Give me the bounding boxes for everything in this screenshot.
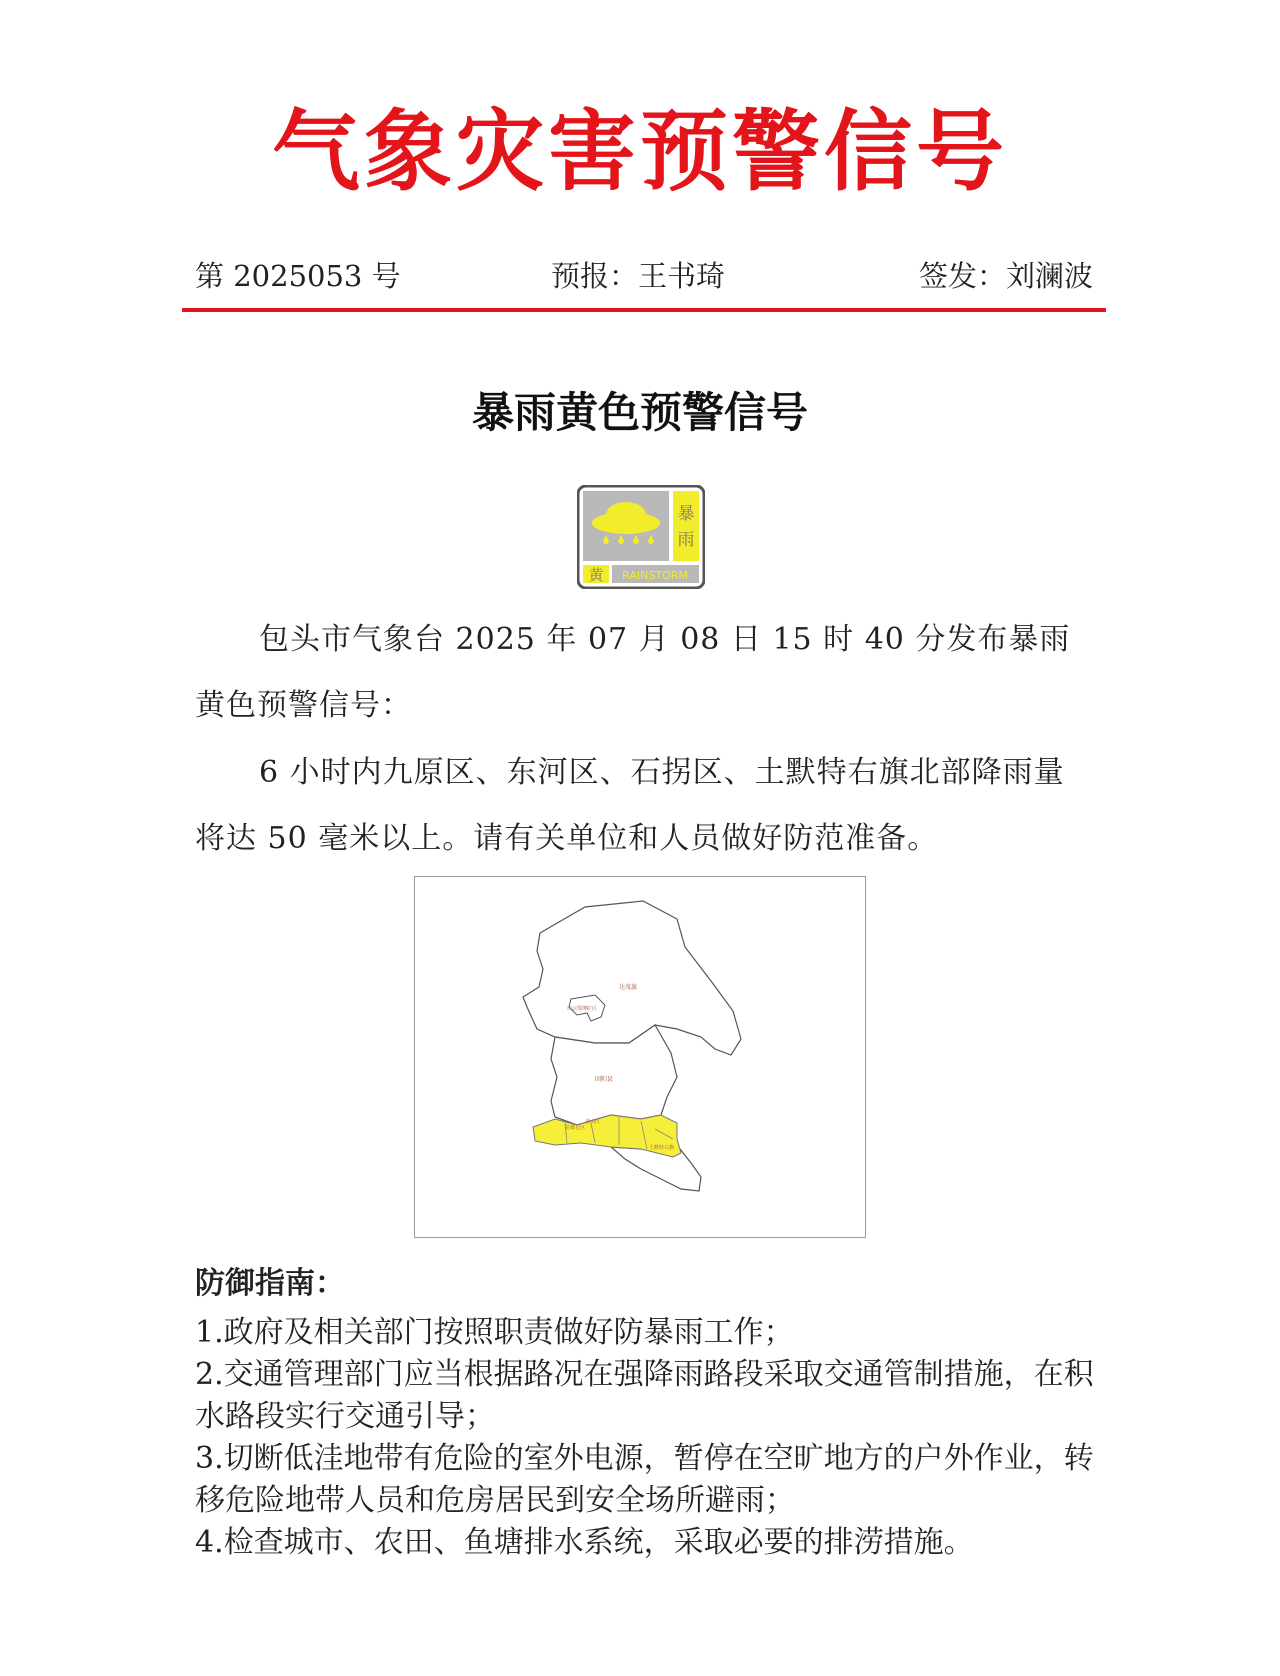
badge-en-text: RAINSTORM xyxy=(622,569,688,582)
map-label-bayan-obo: 白云鄂博矿区 xyxy=(567,1006,598,1012)
map-label-qingshan: 青山区 xyxy=(585,1119,601,1125)
forecaster: 预报：王书琦 xyxy=(551,259,726,293)
document-meta-row xyxy=(195,256,1093,296)
region-darhan xyxy=(523,901,741,1055)
defense-guide-heading: 防御指南： xyxy=(195,1266,345,1301)
guide-item: 3.切断低洼地带有危险的室外电源，暂停在空旷地方的户外作业，转移危险地带人员和危房居民到安全场所避雨； xyxy=(195,1441,1094,1518)
rainstorm-yellow-warning-icon xyxy=(577,485,705,589)
red-divider xyxy=(182,308,1106,312)
announcement-paragraph: 包头市气象台 2025 年 07 月 08 日 15 时 40 分发布暴雨黄色预警信号： xyxy=(195,622,1071,723)
badge-level-text: 黄 xyxy=(588,566,604,584)
defense-guide-list xyxy=(195,1312,1115,1564)
forecast-paragraph: 6 小时内九原区、东河区、石拐区、土默特右旗北部降雨量将达 50 毫米以上。请有关单位和人员做好防范准备。 xyxy=(195,755,1065,856)
warning-title: 暴雨黄色预警信号 xyxy=(471,388,808,437)
serial-number: 第 2025053 号 xyxy=(195,259,401,293)
guide-item: 2.交通管理部门应当根据路况在强降雨路段采取交通管制措施，在积水路段实行交通引导； xyxy=(195,1357,1094,1434)
map-label-darhan: 达茂旗 xyxy=(619,984,638,991)
agency-header-title: 气象灾害预警信号 xyxy=(271,100,1008,203)
badge-side-text-2: 雨 xyxy=(677,530,695,550)
map-label-guyang: 固阳县 xyxy=(595,1076,614,1083)
map-label-kundulun: 昆都仑区 xyxy=(565,1125,586,1131)
guide-item: 4.检查城市、农田、鱼塘排水系统，采取必要的排涝措施。 xyxy=(195,1525,974,1560)
map-label-tumed-right: 土默特右旗 xyxy=(649,1145,675,1151)
guide-item: 1.政府及相关部门按照职责做好防暴雨工作； xyxy=(195,1315,794,1350)
warning-area-map xyxy=(414,876,866,1238)
issuer: 签发：刘澜波 xyxy=(918,259,1093,293)
badge-side-text-1: 暴 xyxy=(677,504,695,524)
